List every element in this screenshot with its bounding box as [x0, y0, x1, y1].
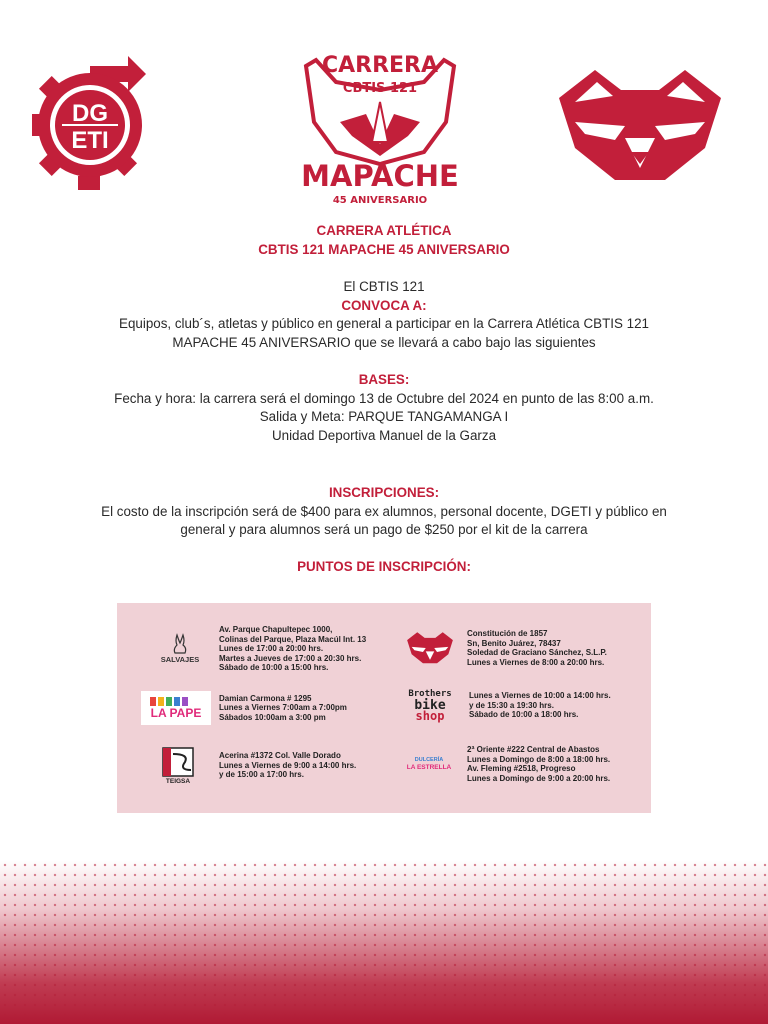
- point-la-pape: [141, 691, 347, 725]
- point-salvajes: [149, 625, 366, 673]
- bases-line2: Salida y Meta: PARQUE TANGAMANGA I: [259, 409, 509, 424]
- convocation-body-line2: MAPACHE 45 ANIVERSARIO que se llevará a cabo bajo las siguientes: [172, 334, 596, 350]
- puntos-heading: PUNTOS DE INSCRIPCIÓN:: [297, 559, 471, 574]
- brothers-bike-shop-logo: [405, 689, 455, 722]
- salvajes-info: [219, 625, 366, 673]
- bottom-dot-pattern: [0, 860, 768, 1024]
- la-pape-logo: [141, 691, 211, 725]
- la-pape-brand: LA PAPE: [150, 706, 202, 720]
- cbtis-line: Soledad de Graciano Sánchez, S.L.P.: [467, 648, 607, 658]
- dgeti-logo: [28, 52, 148, 192]
- shop-brand: shop: [415, 709, 445, 723]
- inscripciones-heading: INSCRIPCIONES:: [328, 485, 440, 500]
- estrella-brand-bottom: LA ESTRELLA: [406, 764, 452, 772]
- inscripciones-line1: El costo de la inscripción será de $400 para ex alumnos, personal docente, DGETI y público en: [101, 503, 667, 519]
- la-pape-line: Damian Carmona # 1295: [219, 693, 312, 703]
- bases-line3: Unidad Deportiva Manuel de la Garza: [271, 427, 497, 443]
- convocation-body-line1: Equipos, club´s, atletas y público en general a participar en la Carrera Atlética CBTIS 121: [119, 316, 649, 331]
- brothers-line: Sábado de 10:00 a 18:00 hrs.: [469, 710, 579, 720]
- brothers-info: [469, 691, 611, 720]
- la-estrella-line: Lunes a Domingo de 9:00 a 20:00 hrs.: [467, 773, 611, 783]
- salvajes-line: Martes a Jueves de 17:00 a 20:30 hrs.: [219, 653, 362, 663]
- registration-points-box: [117, 603, 651, 813]
- la-pape-line: Sábados 10:00am a 3:00 pm: [219, 712, 326, 722]
- event-title-line1: CARRERA ATLÉTICA: [316, 223, 452, 238]
- teigsa-emblem-icon: [161, 746, 195, 778]
- puntos-section: [0, 558, 768, 577]
- brothers-line: y de 15:30 a 19:30 hrs.: [469, 700, 554, 710]
- brothers-brand: Brothers: [408, 689, 452, 699]
- la-pape-info: [219, 694, 347, 723]
- salvajes-logo: [149, 633, 211, 664]
- point-cbtis: [405, 629, 607, 667]
- teigsa-line: y de 15:00 a 17:00 hrs.: [219, 770, 304, 780]
- rabbit-icon: [170, 633, 190, 655]
- bases-section: [0, 371, 768, 445]
- inscripciones-section: [0, 484, 768, 540]
- teigsa-line: Acerina #1372 Col. Valle Dorado: [219, 751, 341, 761]
- cbtis-line: Constitución de 1857: [467, 629, 548, 638]
- la-estrella-line: 2ª Oriente #222 Central de Abastos: [467, 745, 600, 754]
- teigsa-brand: TEIGSA: [165, 778, 191, 785]
- bike-brand: bike: [414, 698, 446, 713]
- la-estrella-info: [467, 745, 610, 783]
- cbtis-word: CBTIS 121: [342, 81, 418, 96]
- raccoon-icon: [555, 68, 725, 184]
- salvajes-line: Av. Parque Chapultepec 1000,: [219, 625, 333, 634]
- la-pape-line: Lunes a Viernes 7:00am a 7:00pm: [219, 703, 347, 713]
- la-estrella-line: Lunes a Domingo de 8:00 a 18:00 hrs.: [467, 754, 611, 764]
- convocation-section: [0, 278, 768, 352]
- salvajes-brand: SALVAJES: [160, 655, 200, 665]
- cbtis-line: Sn, Benito Juárez, 78437: [467, 638, 561, 648]
- brothers-line: Lunes a Viernes de 10:00 a 14:00 hrs.: [469, 691, 611, 701]
- carrera-word: CARRERA: [321, 53, 439, 78]
- inscripciones-line2: general y para alumnos será un pago de $250 por el kit de la carrera: [180, 522, 588, 537]
- mapache-word: MAPACHE: [301, 159, 459, 193]
- teigsa-logo: [155, 746, 201, 785]
- bases-heading: BASES:: [358, 372, 410, 387]
- cbtis-info: [467, 629, 607, 667]
- salvajes-line: Lunes de 17:00 a 20:00 hrs.: [219, 644, 324, 654]
- event-title-block: [0, 222, 768, 259]
- pencils-icon: [148, 696, 204, 706]
- event-title-line2: CBTIS 121 MAPACHE 45 ANIVERSARIO: [258, 241, 510, 257]
- salvajes-line: Sábado de 10:00 a 15:00 hrs.: [219, 663, 329, 673]
- convocation-heading: CONVOCA A:: [341, 297, 427, 313]
- dgeti-text-top: DG: [72, 100, 108, 127]
- la-estrella-line: Av. Fleming #2518, Progreso: [467, 764, 576, 774]
- salvajes-line: Colinas del Parque, Plaza Macúl Int. 13: [219, 634, 367, 644]
- bases-line1: Fecha y hora: la carrera será el domingo 13 de Octubre del 2024 en punto de las 8:00 a.m.: [114, 390, 654, 406]
- point-brothers-bike-shop: [405, 689, 611, 722]
- anniversary-word: 45 ANIVERSARIO: [332, 195, 428, 206]
- la-estrella-logo: [401, 756, 457, 772]
- point-teigsa: [155, 746, 356, 785]
- carrera-mapache-logo: [296, 52, 464, 212]
- cbtis-raccoon-logo: [405, 631, 455, 665]
- point-la-estrella: [401, 745, 610, 783]
- convocation-issuer: El CBTIS 121: [343, 279, 425, 294]
- raccoon-small-icon: [406, 631, 454, 665]
- teigsa-info: [219, 751, 356, 780]
- cbtis-line: Lunes a Viernes de 8:00 a 20:00 hrs.: [467, 657, 605, 667]
- estrella-brand-top: DULCERÍA: [414, 757, 444, 764]
- dgeti-text-bottom: ETI: [71, 127, 109, 154]
- teigsa-line: Lunes a Viernes de 9:00 a 14:00 hrs.: [219, 760, 357, 770]
